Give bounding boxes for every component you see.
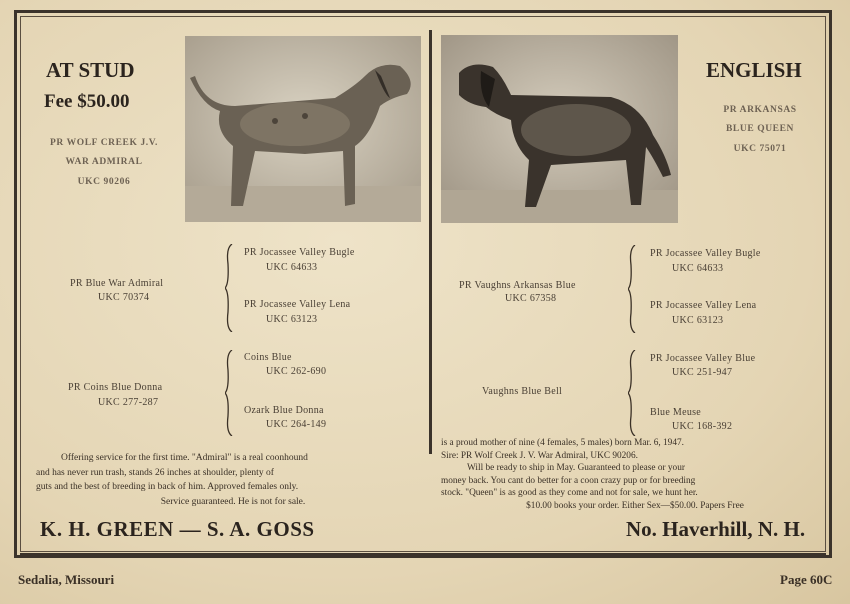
bottom-rule (20, 553, 826, 555)
left-dog-name-1: PR WOLF CREEK J.V. (49, 138, 158, 148)
footer-city: Sedalia, Missouri (18, 572, 115, 587)
right-dog-photo (441, 35, 678, 223)
left-grand-1-name: PR Jocassee Valley Bugle (244, 247, 355, 258)
left-sire-ukc: UKC 70374 (98, 292, 150, 303)
left-dam-name: PR Coins Blue Donna (68, 382, 163, 393)
left-grand-1-ukc: UKC 64633 (266, 262, 318, 273)
left-grand-3-ukc: UKC 262-690 (266, 366, 327, 377)
right-description (441, 437, 829, 512)
left-dam-ukc: UKC 277-287 (98, 397, 159, 408)
left-grand-4-ukc: UKC 264-149 (266, 419, 327, 430)
left-brace-2 (225, 350, 233, 436)
right-grand-1-name: PR Jocassee Valley Bugle (650, 248, 761, 259)
right-sire-ukc: UKC 67358 (505, 293, 557, 304)
left-desc-line: and has never run trash, stands 26 inches at shoulder, plenty of (36, 467, 274, 478)
left-heading: AT STUD (46, 58, 135, 82)
right-heading: ENGLISH (706, 58, 802, 82)
right-sire-name: PR Vaughns Arkansas Blue (459, 280, 576, 291)
right-grand-2-name: PR Jocassee Valley Lena (650, 300, 757, 311)
right-desc-line: money back. You cant do better for a coon crazy pup or for breeding (441, 475, 696, 486)
right-grand-2-ukc: UKC 63123 (672, 315, 724, 326)
right-grand-3-name: PR Jocassee Valley Blue (650, 353, 756, 364)
left-dog-ukc: UKC 90206 (77, 177, 131, 187)
right-dam-name: Vaughns Blue Bell (482, 386, 563, 397)
left-description (36, 451, 430, 509)
right-grand-4-ukc: UKC 168-392 (672, 421, 733, 432)
column-divider (429, 30, 432, 454)
right-grand-1-ukc: UKC 64633 (672, 263, 724, 274)
location: No. Haverhill, N. H. (626, 517, 806, 541)
left-sire-name: PR Blue War Admiral (70, 278, 164, 289)
right-desc-line: Will be ready to ship in May. Guaranteed to please or your (467, 463, 685, 473)
left-dog-name-2: WAR ADMIRAL (65, 157, 143, 167)
right-brace-2 (628, 350, 636, 436)
right-grand-4-name: Blue Meuse (650, 407, 702, 418)
right-brace-1 (628, 245, 636, 333)
left-grand-2-ukc: UKC 63123 (266, 314, 318, 325)
right-grand-3-ukc: UKC 251-947 (672, 367, 733, 378)
left-desc-line: Offering service for the first time. "Admiral" is a real coonhound (61, 453, 308, 463)
right-desc-line: stock. "Queen" is as good as they come and not for sale, we hunt her. (441, 488, 698, 498)
left-grand-2-name: PR Jocassee Valley Lena (244, 299, 351, 310)
right-desc-line: is a proud mother of nine (4 females, 5 males) born Mar. 6, 1947. (441, 438, 684, 448)
right-dog-name-1: PR ARKANSAS (723, 105, 797, 115)
coonhound-photo-icon (441, 35, 678, 223)
right-dog-ukc: UKC 75071 (733, 144, 787, 154)
right-desc-line: Sire: PR Wolf Creek J. V. War Admiral, UKC 90206. (441, 450, 638, 461)
coonhound-photo-icon (185, 36, 421, 222)
page-number: Page 60C (780, 572, 833, 587)
left-grand-4-name: Ozark Blue Donna (244, 405, 324, 416)
left-dog-photo (185, 36, 421, 222)
stud-fee: Fee $50.00 (44, 91, 130, 112)
left-desc-line: guts and the best of breeding in back of him. Approved females only. (36, 482, 299, 492)
right-desc-line: $10.00 books your order. Either Sex—$50.00. Papers Free (526, 500, 744, 511)
owner-names: K. H. GREEN — S. A. GOSS (40, 517, 315, 541)
left-desc-line: Service guaranteed. He is not for sale. (160, 496, 306, 507)
left-grand-3-name: Coins Blue (244, 352, 292, 363)
right-dog-name-2: BLUE QUEEN (725, 124, 795, 134)
left-brace-1 (225, 244, 233, 332)
